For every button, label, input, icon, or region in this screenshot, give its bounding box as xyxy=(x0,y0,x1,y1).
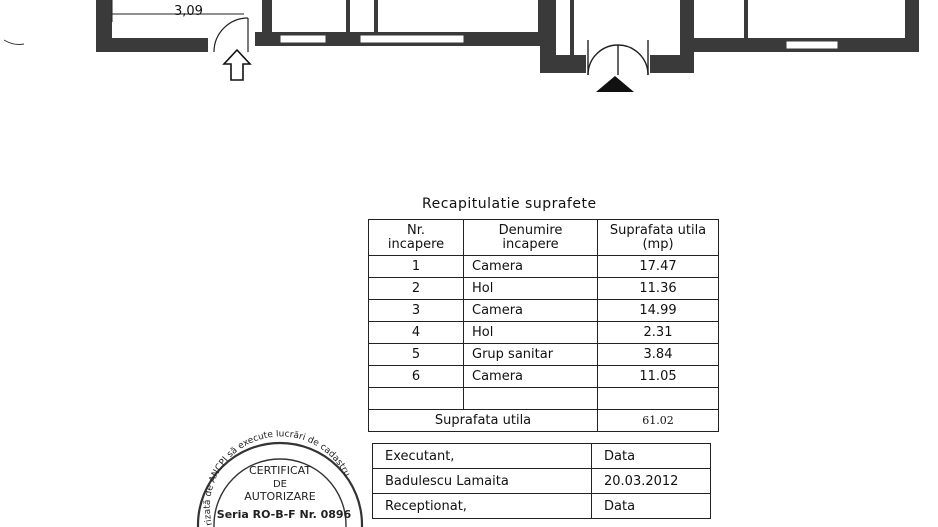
recap-title: Recapitulatie suprafete xyxy=(422,196,597,212)
header-name: Denumire incapere xyxy=(464,220,598,256)
room-nr: 1 xyxy=(369,256,464,278)
executant-date: 20.03.2012 xyxy=(592,469,711,494)
authorization-stamp xyxy=(190,430,370,527)
room-area: 11.36 xyxy=(598,278,719,300)
receptionat-label: Receptionat, xyxy=(373,494,592,519)
room-name: Grup sanitar xyxy=(464,344,598,366)
signature-table xyxy=(372,443,711,519)
room-nr: 2 xyxy=(369,278,464,300)
stamp-ring-text: rizată de ANCPI să execute lucrări de cadastru xyxy=(202,430,352,527)
room-area: 17.47 xyxy=(598,256,719,278)
table-row xyxy=(369,278,719,300)
table-row xyxy=(369,322,719,344)
room-nr: 4 xyxy=(369,322,464,344)
room-area: 14.99 xyxy=(598,300,719,322)
total-row xyxy=(369,410,719,432)
dimension-label: 3,09 xyxy=(174,4,203,19)
room-area: 2.31 xyxy=(598,322,719,344)
receptionat-date-label: Data xyxy=(592,494,711,519)
header-nr: Nr. incapere xyxy=(369,220,464,256)
empty-row xyxy=(369,388,719,410)
executant-date-label: Data xyxy=(592,444,711,469)
executant-label: Executant, xyxy=(373,444,592,469)
total-label: Suprafata utila xyxy=(369,410,598,432)
room-name: Hol xyxy=(464,278,598,300)
stamp-series: Seria RO-B-F Nr. 0896 xyxy=(216,508,352,521)
stamp-line1: CERTIFICAT xyxy=(248,464,312,477)
table-row xyxy=(369,366,719,388)
area-summary-table xyxy=(368,219,719,432)
table-header-row xyxy=(369,220,719,256)
room-name: Hol xyxy=(464,322,598,344)
room-name: Camera xyxy=(464,256,598,278)
table-row xyxy=(369,300,719,322)
table-row xyxy=(369,256,719,278)
total-value: 61.02 xyxy=(598,410,719,432)
room-nr: 5 xyxy=(369,344,464,366)
stamp-line3: AUTORIZARE xyxy=(244,490,316,503)
room-area: 11.05 xyxy=(598,366,719,388)
room-area: 3.84 xyxy=(598,344,719,366)
room-name: Camera xyxy=(464,366,598,388)
header-area: Suprafata utila (mp) xyxy=(598,220,719,256)
room-name: Camera xyxy=(464,300,598,322)
room-nr: 3 xyxy=(369,300,464,322)
table-row xyxy=(369,344,719,366)
stamp-line2: DE xyxy=(272,479,288,490)
room-nr: 6 xyxy=(369,366,464,388)
executant-name: Badulescu Lamaita xyxy=(373,469,592,494)
floor-plan xyxy=(0,0,938,100)
